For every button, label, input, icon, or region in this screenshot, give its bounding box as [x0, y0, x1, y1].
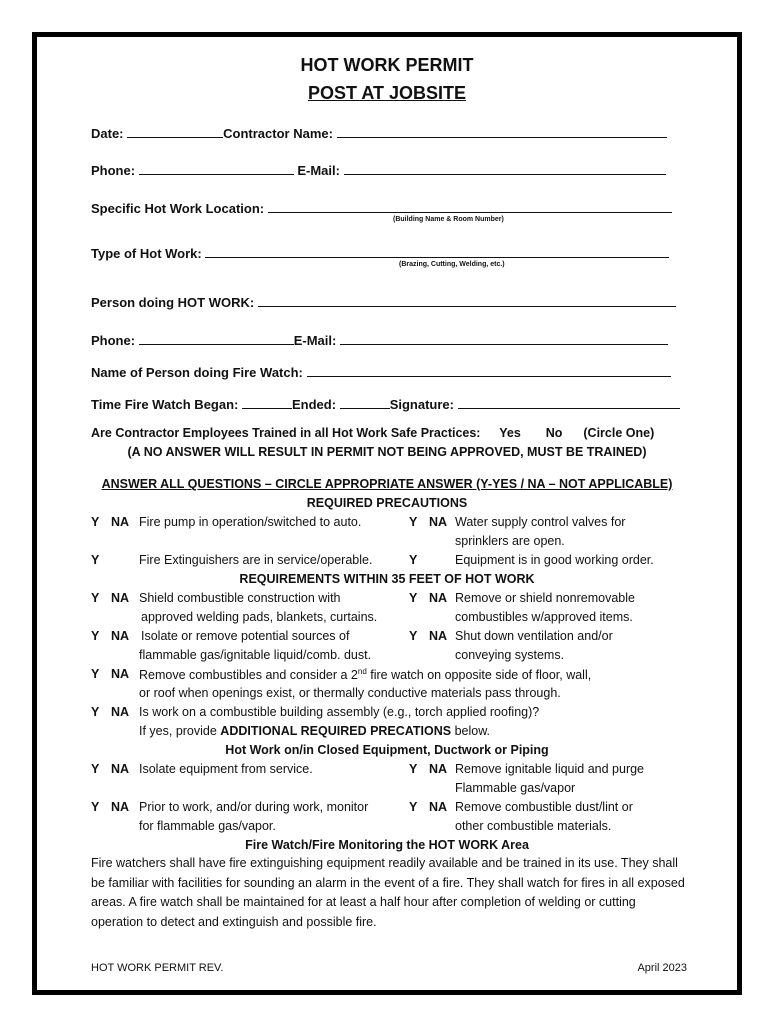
firewatch-name-row — [91, 363, 671, 380]
shield-text-1: Shield combustible construction with — [139, 591, 341, 605]
contractor-field[interactable] — [337, 124, 667, 138]
time-began-field[interactable] — [242, 395, 292, 409]
time-began-label: Time Fire Watch Began: — [91, 397, 239, 412]
time-row — [91, 395, 680, 412]
extinguishers-y[interactable]: Y — [91, 553, 100, 567]
email2-label: E-Mail: — [293, 333, 337, 348]
second-watch-text-b: fire watch on opposite side of floor, wall, — [366, 668, 592, 683]
person-row — [91, 293, 676, 310]
date-contractor-row — [91, 124, 667, 141]
trained-warning: (A NO ANSWER WILL RESULT IN PERMIT NOT BEING APPROVED, MUST BE TRAINED) — [127, 445, 647, 459]
phone-email-row-2 — [91, 331, 668, 348]
fire-pump-y[interactable]: Y — [91, 515, 100, 529]
purge-y[interactable]: Y — [409, 762, 418, 776]
combustible-bldg-text-2b: ADDITIONAL REQUIRED PRECATIONS — [220, 724, 452, 738]
trained-row — [91, 426, 654, 440]
permit-form — [32, 32, 742, 995]
water-supply-text-2: sprinklers are open. — [455, 534, 565, 548]
shield-text-2: approved welding pads, blankets, curtains. — [141, 610, 378, 624]
trained-question: Are Contractor Employees Trained in all Hot Work Safe Practices: — [91, 426, 481, 440]
water-supply-y[interactable]: Y — [409, 515, 418, 529]
second-watch-na[interactable]: NA — [111, 667, 130, 681]
water-supply-na[interactable]: NA — [429, 515, 448, 529]
remove-shield-y[interactable]: Y — [409, 591, 418, 605]
signature-label: Signature: — [389, 397, 454, 412]
section-closed-equipment: Hot Work on/in Closed Equipment, Ductwork or Piping — [225, 743, 549, 757]
second-watch-sup: nd — [357, 667, 367, 676]
location-label: Specific Hot Work Location: — [91, 201, 265, 216]
combustible-bldg-text-1: Is work on a combustible building assembly (e.g., torch applied roofing)? — [139, 705, 540, 719]
combustible-bldg-text-2 — [139, 724, 490, 738]
purge-na[interactable]: NA — [429, 762, 448, 776]
phone-field[interactable] — [139, 161, 294, 175]
fire-watch-paragraph: Fire watchers shall have fire extinguishing equipment readily available and be trained in its use. They shall be familiar with facilities for sounding an alarm in the event of a fire. They shall watch for fires in all exposed areas. A fire watch shall be maintained for at least a half hour after completion of welding or cutting operation to detect and extinguish and possible fire. — [91, 856, 685, 929]
second-watch-y[interactable]: Y — [91, 667, 100, 681]
combustible-bldg-y[interactable]: Y — [91, 705, 100, 719]
trained-circle-one: (Circle One) — [583, 426, 655, 440]
equipment-text: Equipment is in good working order. — [455, 553, 654, 567]
phone-label: Phone: — [91, 163, 136, 178]
dust-y[interactable]: Y — [409, 800, 418, 814]
fire-pump-na[interactable]: NA — [111, 515, 130, 529]
isolate-equip-text: Isolate equipment from service. — [139, 762, 313, 776]
section-within-35-feet: REQUIREMENTS WITHIN 35 FEET OF HOT WORK — [239, 572, 535, 586]
dust-text-2: other combustible materials. — [455, 819, 612, 833]
section-fire-watch: Fire Watch/Fire Monitoring the HOT WORK Area — [245, 838, 529, 852]
page-title: HOT WORK PERMIT — [300, 55, 474, 75]
dust-na[interactable]: NA — [429, 800, 448, 814]
location-row — [91, 199, 672, 216]
shield-na[interactable]: NA — [111, 591, 130, 605]
footer-date: April 2023 — [637, 962, 687, 974]
monitor-na[interactable]: NA — [111, 800, 130, 814]
date-field[interactable] — [127, 124, 223, 138]
type-label: Type of Hot Work: — [91, 246, 202, 261]
contractor-label: Contractor Name: — [223, 126, 333, 141]
email-label: E-Mail: — [297, 163, 340, 178]
firewatch-name-field[interactable] — [307, 363, 671, 377]
extinguishers-text: Fire Extinguishers are in service/operable. — [139, 553, 373, 567]
isolate-na[interactable]: NA — [111, 629, 130, 643]
email2-field[interactable] — [340, 331, 668, 345]
purge-text-1: Remove ignitable liquid and purge — [455, 762, 645, 776]
isolate-equip-na[interactable]: NA — [111, 762, 130, 776]
type-row — [91, 244, 669, 261]
fire-pump-text: Fire pump in operation/switched to auto. — [139, 515, 362, 529]
type-field[interactable] — [205, 244, 669, 258]
water-supply-text-1: Water supply control valves for — [455, 515, 626, 529]
second-watch-text-a: Remove combustibles and consider a 2 — [139, 668, 358, 683]
phone2-label: Phone: — [91, 333, 136, 348]
second-watch-text-1 — [139, 667, 591, 682]
remove-shield-text-1: Remove or shield nonremovable — [455, 591, 635, 605]
dust-text-1: Remove combustible dust/lint or — [455, 800, 633, 814]
isolate-text-2: flammable gas/ignitable liquid/comb. dust. — [139, 648, 372, 662]
monitor-text-1: Prior to work, and/or during work, monitor — [139, 800, 369, 814]
purge-text-2: Flammable gas/vapor — [455, 781, 576, 795]
person-field[interactable] — [258, 293, 676, 307]
combustible-bldg-na[interactable]: NA — [111, 705, 130, 719]
location-field[interactable] — [268, 199, 672, 213]
type-hint: (Brazing, Cutting, Welding, etc.) — [399, 261, 505, 268]
trained-no[interactable]: No — [545, 426, 563, 440]
phone-email-row — [91, 161, 666, 178]
phone2-field[interactable] — [139, 331, 294, 345]
signature-field[interactable] — [458, 395, 680, 409]
page-subtitle: POST AT JOBSITE — [307, 83, 467, 103]
isolate-text-1: Isolate or remove potential sources of — [141, 629, 350, 643]
ventilation-text-1: Shut down ventilation and/or — [455, 629, 613, 643]
remove-shield-na[interactable]: NA — [429, 591, 448, 605]
date-label: Date: — [91, 126, 124, 141]
isolate-y[interactable]: Y — [91, 629, 100, 643]
footer-revision: HOT WORK PERMIT REV. — [91, 962, 224, 974]
combustible-bldg-text-2a: If yes, provide — [139, 724, 221, 738]
section-required-precautions: REQUIRED PRECAUTIONS — [306, 496, 468, 510]
equipment-y[interactable]: Y — [409, 553, 418, 567]
location-hint: (Building Name & Room Number) — [393, 216, 504, 223]
instructions: ANSWER ALL QUESTIONS – CIRCLE APPROPRIATE ANSWER (Y-YES / NA – NOT APPLICABLE) — [101, 477, 673, 491]
person-label: Person doing HOT WORK: — [91, 295, 255, 310]
ventilation-y[interactable]: Y — [409, 629, 418, 643]
remove-shield-text-2: combustibles w/approved items. — [455, 610, 633, 624]
firewatch-name-label: Name of Person doing Fire Watch: — [91, 365, 303, 380]
monitor-text-2: for flammable gas/vapor. — [139, 819, 276, 833]
combustible-bldg-text-2c: below. — [451, 724, 491, 738]
email-field[interactable] — [344, 161, 666, 175]
ventilation-text-2: conveying systems. — [455, 648, 565, 662]
isolate-equip-y[interactable]: Y — [91, 762, 100, 776]
trained-yes[interactable]: Yes — [499, 426, 521, 440]
shield-y[interactable]: Y — [91, 591, 100, 605]
monitor-y[interactable]: Y — [91, 800, 100, 814]
ventilation-na[interactable]: NA — [429, 629, 448, 643]
second-watch-text-2: or roof when openings exist, or thermally conductive materials pass through. — [139, 686, 561, 700]
ended-label: Ended: — [292, 397, 337, 412]
ended-field[interactable] — [340, 395, 390, 409]
